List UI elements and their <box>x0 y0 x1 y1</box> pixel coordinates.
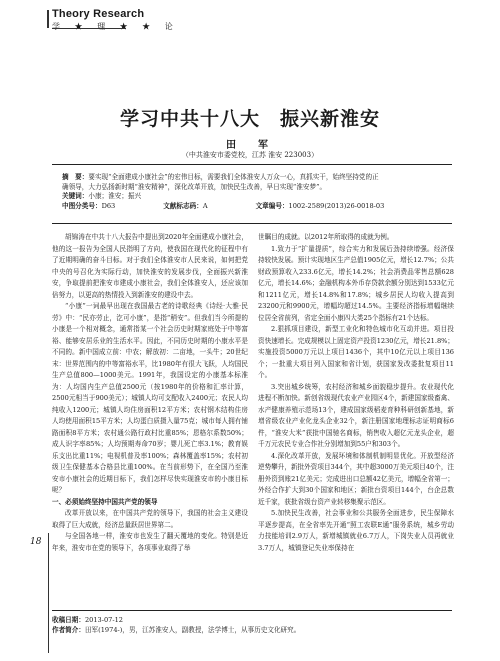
keywords-text: 小康；淮安；振兴 <box>88 192 142 200</box>
author-bio-label: 作者简介： <box>52 626 85 634</box>
received-date-line <box>52 615 452 625</box>
journal-logo-bar <box>47 10 49 28</box>
received-label: 收稿日期： <box>52 616 85 624</box>
article-id-label: 文章编号： <box>255 201 289 210</box>
abstract-line-1 <box>52 173 452 183</box>
body-paragraph: 4.深化改革开放，发展环境和体制机制明显优化。开放型经济逆势攀升，新批外资项目344个，其中超3000万美元项目40个，注册外资到账21亿美元；完成进出口总额42亿美元，增幅全省第一；外经合作扩大到30个国家和地区；新批台资项目144个，台企总数近千家，获批省级台资产业转移集聚示范区。 <box>258 451 455 506</box>
author-bio: 田军(1974-)，男，江苏淮安人，副教授，法学博士，从事历史文化研究。 <box>84 626 301 634</box>
journal-name-en: Theory Research <box>52 8 145 20</box>
doc-code-item <box>163 202 231 212</box>
doc-code-value: A <box>202 201 208 210</box>
article-footnote <box>52 610 452 635</box>
body-left-column <box>52 232 248 554</box>
page-number: 18 <box>30 537 42 547</box>
margin-rule <box>48 533 49 653</box>
article-id-item <box>256 202 409 212</box>
abstract-label: 摘 要： <box>62 173 89 181</box>
body-paragraph: 胡锦涛在中共十八大报告中提出到2020年全面建成小康社会，他的这一报告为全国人民指明了方向，使我国在现代化的征程中有了近期明确的奋斗目标。对于我们全体淮安市人民来说，如何把党中央的号召化为实际行动，加快淮安的发展步伐，全面振兴新淮安，争取提前把淮安市建成小康社会，我们全体淮安人，还应该加倍努力，以更高的热情投入到新淮安的建设中去。 <box>52 233 248 299</box>
body-paragraph: 世瞩目的成就。以2012年所取得的成就为例。 <box>258 233 394 241</box>
body-paragraph: “小康”一词最早出现在我国最古老的诗歌经典《诗经·大雅·民劳》中：“民亦劳止，汔可小康”，是指“稍安”。但我们当今所提的小康是一个相对概念，通常指某一个社会历史时期家庭处于中等富裕、能够安居乐业的生活水平。因此，不同历史时期的小康水平是不同的。新中国成立前：中农；解放初：二亩地，一头牛；20世纪末：世界范围内的中等富裕水平，比1980年有很大飞跃，人均国民生产总值800—1000美元。1991年，我国设定的小康基本标准为：人均国内生产总值2500元（按1980年的价格和汇率计算，2500元相当于900美元）；城镇人均可支配收入2400元；农民人均纯收入1200元；城镇人均住房面积12平方米；农村钢木结构住房人均使用面积15平方米；人均蛋白质摄入量75克；城市每人拥有铺路面积8平方米；农村通公路行政村比重85%；恩格尔系数50%；成人识字率85%；人均预期寿命70岁；婴儿死亡率3.1%；教育娱乐支出比重11%；电视机普及率100%；森林覆盖率15%；农村初级卫生保健基本合格县比重100%。在当前形势下，在全国乃至淮安市小康社会的近期目标下，我们怎样尽快实现淮安市的小康目标呢？ <box>52 302 248 494</box>
classification-row <box>52 202 452 212</box>
body-paragraph: 1.致力于“扩量提质”，综合实力和发展后劲持续增强。经济保持较快发展。预计实现地区生产总值1905亿元，增长12.7%；公共财政预算收入233.6亿元，增长14.2%；社会消费品零售总额628亿元，增长14.6%；金融机构本外币存贷款余额分别达到1533亿元和1211亿元，增长14.8%和17.8%；城乡居民人均收入提高到23200元和9900元，增幅均超过14.5%。主要经济指标增幅继续位居全省前列，省定全面小康四大类25个指标有21个达标。 <box>258 244 454 322</box>
body-paragraph: 改革开放以来，在中国共产党的领导下，我国的社会主义建设取得了巨大成就，经济总量跃居世界第二。 <box>52 509 248 529</box>
body-paragraph: 与全国各地一样，淮安市也发生了翻天覆地的变化。特别是近年来，淮安市在党的领导下，各项事业取得了举 <box>52 532 248 552</box>
doc-code-label: 文献标志码： <box>163 201 203 210</box>
abstract-section <box>52 164 452 224</box>
abstract-line-2: 确领导，大力弘扬新时期“淮安精神”，深化改革开放，加快民生改善，早日实现“淮安梦”。 <box>62 182 327 191</box>
body-paragraph: 2.狠抓项目建设，新型工业化和特色城市化互动并进。项目投资快速增长。完成规模以上固定资产投资1230亿元，增长21.8%；实施投资5000万元以上项目1436个，其中10亿元以上项目136个；一批重大项目列入国家和省计划，获国家发改委批复项目11个。 <box>258 325 454 379</box>
journal-name-zh: 学 ★ 理 ★ ★ 论 <box>52 22 179 31</box>
keywords-line <box>52 192 452 202</box>
article-title: 学习中共十八大 振兴新淮安 <box>119 108 380 130</box>
author-bio-line <box>52 625 452 635</box>
body-paragraph: 5.加快民生改善，社会事业和公共服务全面进步，民生保障水平逐步提高，在全省率先开通“照工农联E通”服务系统，城乡劳动力技能培训2.9万人，新增城镇就业6.7万人，下岗失业人员再就业3.7万人，城镇登记失业率保持在 <box>258 509 454 552</box>
body-right-column <box>258 232 454 554</box>
article-id-value: 1002-2589(2013)26-0018-03 <box>288 201 385 210</box>
clc-value: D63 <box>101 201 116 210</box>
clc-label: 中图分类号： <box>62 201 102 210</box>
keywords-label: 关键词： <box>62 192 89 200</box>
clc-item <box>62 202 139 212</box>
header-divider <box>52 28 126 29</box>
section-heading: 一、必须始终坚持中国共产党的领导 <box>52 497 158 506</box>
received-date: 2013-07-12 <box>84 616 123 624</box>
body-paragraph: 3.突出城乡统筹，农村经济和城乡面貌稳步提升。农业现代化进程不断加快。新创省级现代农业产业园区4个，新建国家级畜禽、水产健康养殖示范场13个，建成国家级稻麦育种科研创新基地，新增省级农业产业化龙头企业32个，新注册国家地理标志证明商标6件，“淮安大米”获批中国驰名商标，销售收入超亿元龙头企业，超千万元农民专业合作社分别增加到55户和303个。 <box>258 382 454 448</box>
author-affiliation: （中共淮安市委党校，江苏 淮安 223003） <box>181 151 319 159</box>
article-author: 田 军 <box>226 140 274 151</box>
abstract-text-1: 要实现“全面建成小康社会”的宏伟目标，需要我们全体淮安人万众一心，真抓实干，始终坚持党的正 <box>88 173 379 181</box>
